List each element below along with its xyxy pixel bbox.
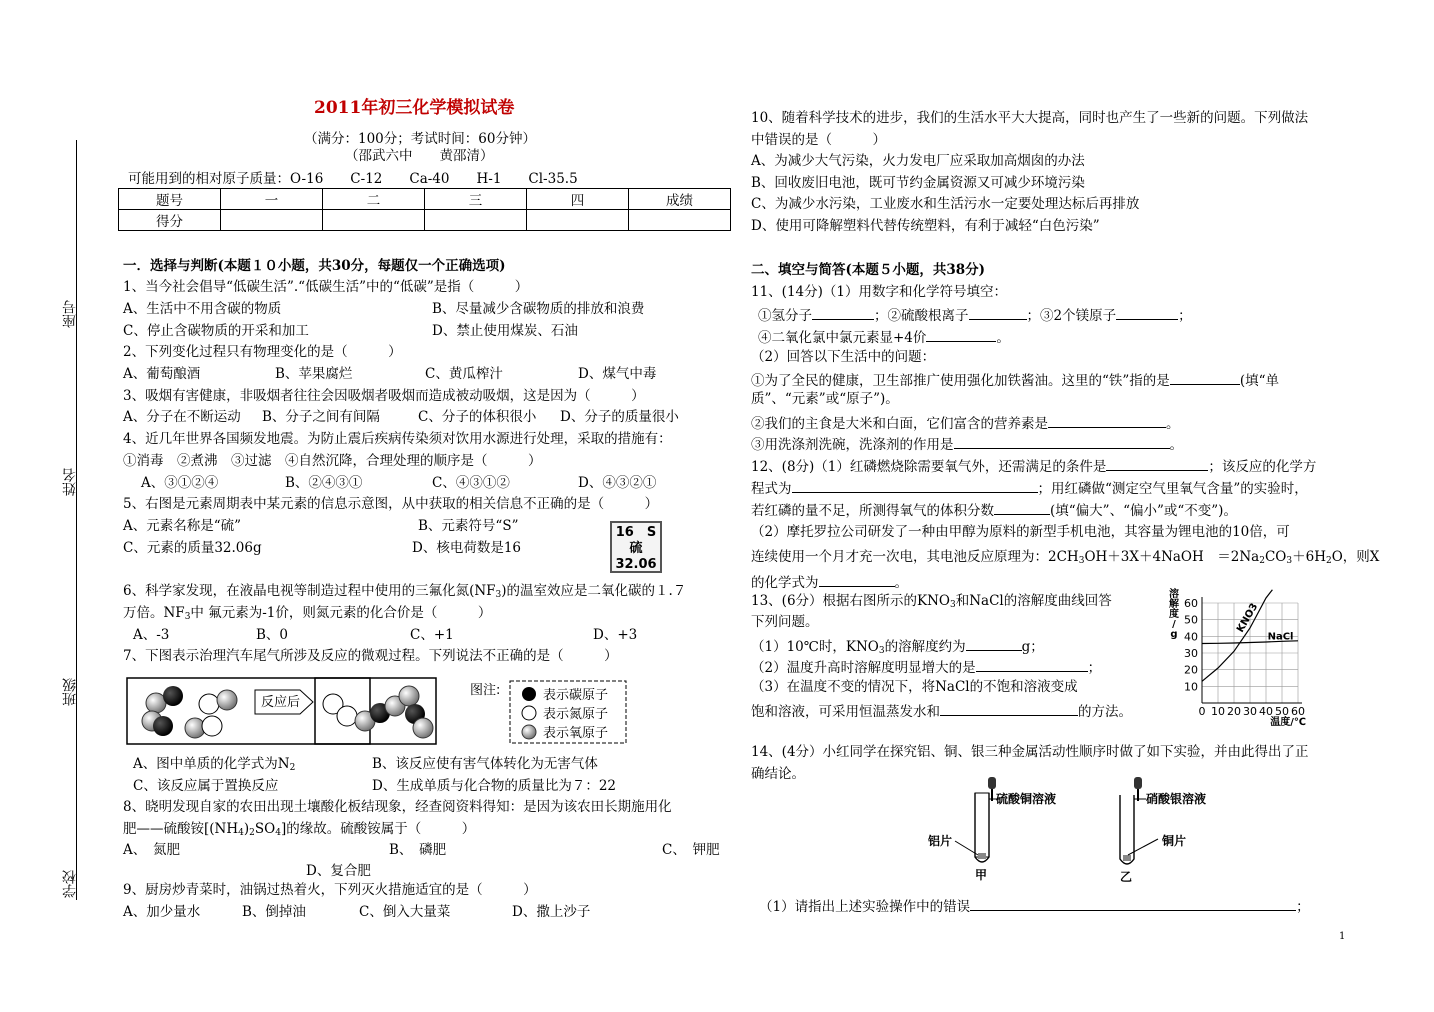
answer-blank[interactable]: [940, 703, 1078, 716]
y-axis-label-char: 溶: [1169, 589, 1179, 600]
q3-option-b: B、分子之间有间隔: [262, 409, 380, 425]
test-tube-diagram: [920, 775, 1207, 887]
q3-option-c: C、分子的体积很小: [418, 409, 537, 425]
q6-sub: 3: [495, 590, 502, 600]
q2-option-c: C、黄瓜榨汁: [425, 366, 503, 382]
tube1-metal: 铝片: [928, 834, 953, 848]
q2-option-a: A、葡萄酿酒: [123, 366, 201, 382]
q5-option-a: A、元素名称是“硫”: [123, 518, 242, 534]
q6-option-d: D、+3: [593, 627, 638, 643]
answer-blank[interactable]: [994, 502, 1050, 515]
q13-line-4: [751, 703, 1132, 720]
x-tick-label: 0: [1198, 705, 1206, 718]
q1-option-a: A、生活中不用含碳的物质: [123, 301, 282, 317]
x-tick-label: 20: [1227, 705, 1241, 718]
q6-text: 6、科学家发现，在液晶电视等制造过程中使用的三氟化氮(NF: [123, 583, 496, 599]
tube-jia: [928, 777, 1056, 882]
q8-option-c: C、 钾肥: [662, 842, 720, 858]
q1-option-d: D、禁止使用煤炭、石油: [432, 323, 578, 339]
q7-option-a: [133, 758, 295, 773]
q13-2-end: ；: [1087, 660, 1102, 676]
q8-stem: 8、晓明发现自家的农田出现土壤酸化板结现象，经查阅资料得知：是因为该农田长期施用化: [123, 799, 672, 815]
y-axis-label-char: 度: [1169, 609, 1179, 620]
x-tick-label: 40: [1259, 705, 1273, 718]
q10-option-b: B、回收废旧电池，既可节约金属资源又可减少环境污染: [751, 175, 1085, 191]
q3-option-d: D、分子的质量很小: [560, 409, 679, 425]
q13-sub: 3: [950, 600, 956, 610]
y-tick-label: 20: [1184, 663, 1198, 677]
q11-part-5-end: (填“单: [1239, 373, 1279, 389]
seat-label: 座号: [62, 300, 78, 328]
q12-line-2: [751, 480, 1308, 497]
q5-option-c: C、元素的质量32.06g: [123, 540, 262, 556]
q12-line-3: [751, 502, 1237, 519]
page-number: 1: [1339, 931, 1346, 942]
q11-part-2: ；②硫酸根离子: [874, 308, 969, 324]
q5-stem: 5、右图是元素周期表中某元素的信息示意图，从中获取的相关信息不正确的是（ ）: [123, 496, 659, 512]
q8b-sub3: 4: [275, 828, 281, 838]
tube1-name: 甲: [975, 868, 988, 882]
q7-stem: 7、下图表示治理汽车尾气所涉及反应的微观过程。下列说法不正确的是（ ）: [123, 648, 618, 664]
q8b-text: 肥——硫酸铵[(NH: [123, 821, 239, 837]
q11-part-4: ④二氧化氯中氯元素显+4价: [758, 330, 927, 346]
q6-option-c: C、+1: [410, 627, 454, 643]
y-axis-label-char: g: [1170, 629, 1178, 640]
q9-option-c: C、倒入大量菜: [359, 904, 451, 920]
q1-option-b: B、尽量减少含碳物质的排放和浪费: [432, 301, 645, 317]
y-tick-label: 50: [1184, 613, 1198, 627]
q8-option-b: B、 磷肥: [389, 842, 447, 858]
q13-line-3: （3）在温度不变的情况下，将NaCl的不饱和溶液变成: [751, 679, 1078, 695]
q10-stem: 10、随着科学技术的进步，我们的生活水平大大提高，同时也产生了一些新的问题。下列做法: [751, 110, 1309, 126]
q5-option-d: D、核电荷数是16: [412, 540, 522, 556]
q1-option-c: C、停止含碳物质的开采和加工: [123, 323, 309, 339]
series-label-kno3: KNO3: [1235, 601, 1261, 635]
class-label: 班级: [62, 678, 78, 706]
q4-option-d: D、④③②①: [578, 475, 657, 491]
x-tick-label: 10: [1211, 705, 1225, 718]
tube1-solution: 硫酸铜溶液: [996, 792, 1057, 806]
answer-blank[interactable]: [1106, 458, 1208, 471]
q12-eq-1: 连续使用一个月才充一次电，其电池反应原理为：2CH: [751, 549, 1079, 565]
q8b-mid2: SO: [254, 821, 276, 837]
q12-line-5: [751, 551, 1379, 566]
y-tick-label: 30: [1184, 647, 1198, 660]
q11-line-5: [751, 415, 1180, 432]
score-cell[interactable]: [527, 210, 629, 231]
q13-3b-text: 饱和溶液，可采用恒温蒸发水和: [751, 704, 940, 720]
q6-option-a: A、-3: [133, 627, 170, 643]
q8b-sub2: 2: [249, 828, 255, 838]
q4-stem: 4、近几年世界各国频发地震。为防止震后疾病传染须对饮用水源进行处理，采取的措施有：: [123, 431, 672, 447]
q12-eq-sub3: 3: [1286, 556, 1293, 566]
q8-option-a: A、 氮肥: [123, 842, 180, 858]
legend-nitrogen: 表示氮原子: [543, 707, 609, 722]
q12-eq-sub4: 2: [1325, 556, 1332, 566]
y-tick-label: 40: [1184, 630, 1198, 644]
answer-blank[interactable]: [969, 307, 1027, 320]
answer-blank[interactable]: [976, 659, 1088, 672]
q6b-text: 万倍。NF: [123, 605, 185, 621]
series-label-nacl: NaCl: [1267, 631, 1294, 643]
q12-eq-4: ＋6H: [1292, 549, 1326, 565]
q12-eq-5: O，则X: [1331, 549, 1380, 565]
atomic-mass-line: 可能用到的相对原子质量：O-16 C-12 Ca-40 H-1 Cl-35.5: [128, 171, 578, 187]
q6-option-b: B、0: [256, 627, 289, 643]
exam-author: （邵武六中 黄邵清）: [345, 148, 494, 164]
q10-option-a: A、为减少大气污染，火力发电厂应采取加高烟囱的办法: [751, 153, 1085, 169]
q11-line-1: [758, 307, 1192, 324]
score-cell[interactable]: [323, 210, 425, 231]
element-name: 硫: [629, 541, 643, 556]
q6b-sub: 3: [184, 612, 191, 622]
q4-steps: ①消毒 ②煮沸 ③过滤 ④自然沉降，合理处理的顺序是（ ）: [123, 453, 542, 469]
score-cell[interactable]: [221, 210, 323, 231]
q11-line-6: [751, 436, 1183, 453]
q12-part-1: 12、(8分)（1）红磷燃烧除需要氧气外，还需满足的条件是: [751, 459, 1107, 475]
q2-option-d: D、煤气中毒: [578, 366, 657, 382]
q11-stem: 11、(14分)（1）用数字和化学符号填空：: [751, 284, 1007, 300]
legend-carbon: 表示碳原子: [543, 688, 609, 703]
q9-option-b: B、倒掉油: [242, 904, 306, 920]
margin-line: [76, 140, 77, 900]
x-tick-label: 30: [1243, 705, 1257, 718]
answer-blank[interactable]: [1048, 415, 1166, 428]
y-axis-label-char: /: [1172, 619, 1176, 630]
solubility-chart: [1160, 585, 1340, 733]
score-row-label: 得分: [119, 210, 221, 231]
q13-1-end: g；: [1021, 639, 1044, 655]
q6-text-2: )的温室效应是二氧化碳的１.７: [501, 583, 687, 599]
q11-line-4: 质”、“元素”或“原子”)。: [751, 391, 899, 407]
q11-part-6: ②我们的主食是大米和白面，它们富含的营养素是: [751, 416, 1048, 432]
q12-part-1-end: ；该反应的化学方: [1208, 459, 1317, 475]
q11-part-4-end: 。: [996, 330, 1010, 346]
score-header-cell: 成绩: [629, 189, 731, 210]
q14-stem-2: 确结论。: [751, 766, 805, 782]
q6b-text-2: 中 氟元素为-1价，则氮元素的化合价是（ ）: [190, 605, 492, 621]
series-line-kno3: [1202, 590, 1272, 682]
q11-part-3-end: ；: [1178, 308, 1192, 324]
q11-part-6-end: 。: [1166, 416, 1180, 432]
section-2-heading: 二、填空与简答(本题５小题，共38分): [751, 262, 986, 278]
q14-1-text: （1）请指出上述实验操作中的错误: [759, 899, 971, 915]
q7-option-d: D、生成单质与化合物的质量比为７：22: [372, 778, 617, 794]
q13-1-sub: 3: [878, 646, 885, 656]
q12-part-6: 的化学式为: [751, 575, 819, 591]
q10-option-d: D、使用可降解塑料代替传统塑料，有利于减轻“白色污染”: [751, 218, 1100, 234]
q12-eq-2: OH＋3X＋4NaOH ＝2Na: [1084, 549, 1260, 565]
q9-stem: 9、厨房炒青菜时，油锅过热着火，下列灭火措施适宜的是（ ）: [123, 882, 537, 898]
answer-blank[interactable]: [954, 436, 1170, 449]
q2-option-b: B、苹果腐烂: [275, 366, 353, 382]
y-tick-label: 60: [1184, 597, 1198, 610]
q13-line-1: [751, 638, 1044, 656]
reaction-diagram: [125, 676, 630, 746]
q11-part-7-end: 。: [1169, 437, 1183, 453]
q12-part-3: 若红磷的量不足，所测得氧气的体积分数: [751, 503, 994, 519]
q7a-sub: 2: [289, 763, 296, 773]
score-header-cell: 二: [323, 189, 425, 210]
tube2-solution: 硝酸银溶液: [1146, 792, 1207, 806]
q2-stem: 2、下列变化过程只有物理变化的是（ ）: [123, 344, 402, 360]
q8-stem-2: [123, 823, 475, 838]
element-number-symbol: 16 S: [615, 525, 657, 540]
q6-stem: [123, 585, 686, 600]
reactant-molecules: [142, 686, 237, 738]
q12-line-4: （2）摩托罗拉公司研发了一种由甲醇为原料的新型手机电池，其容量为锂电池的10倍，可: [751, 524, 1290, 540]
arrow-label: 反应后: [261, 695, 301, 710]
q10-stem-2: 中错误的是（ ）: [751, 132, 886, 148]
q12-part-6-end: 。: [894, 575, 908, 591]
q12-part-3-end: (填“偏大”、“偏小”或“不变”)。: [1050, 503, 1237, 519]
q14-line-1: [759, 898, 1310, 915]
q11-part-7: ③用洗涤剂洗碗，洗涤剂的作用是: [751, 437, 954, 453]
q12-eq-sub1: 3: [1078, 556, 1085, 566]
q8b-mid: ): [243, 821, 250, 837]
q4-option-b: B、②④③①: [285, 475, 363, 491]
answer-blank[interactable]: [970, 898, 1296, 911]
q11-line-3: [751, 372, 1279, 389]
q11-part-5: ①为了全民的健康，卫生部推广使用强化加铁酱油。这里的“铁”指的是: [751, 373, 1170, 389]
answer-blank[interactable]: [926, 329, 996, 342]
q13-text: 13、(6分）根据右图所示的KNO: [751, 593, 950, 609]
tube2-name: 乙: [1120, 870, 1133, 884]
q13-2-text: （2）温度升高时溶解度明显增大的是: [751, 660, 976, 676]
q13-1-text-2: 的溶解度约为: [884, 639, 966, 655]
q8b-text-2: ]的缘故。硫酸铵属于（ ）: [280, 821, 476, 837]
q6-stem-2: [123, 607, 491, 622]
section-1-heading: 一．选择与判断(本题１０小题，共30分，每题仅一个正确选项): [123, 258, 506, 274]
q13-1-text: （1）10℃时，KNO: [751, 639, 879, 655]
x-axis-label: 温度/℃: [1270, 717, 1306, 728]
q11-line-2: [758, 329, 1010, 346]
q5-option-b: B、元素符号“S”: [418, 518, 519, 534]
q4-option-c: C、④③①②: [432, 475, 510, 491]
answer-blank[interactable]: [792, 480, 1038, 493]
score-header-cell: 三: [425, 189, 527, 210]
score-cell[interactable]: [425, 210, 527, 231]
q13-line-2: [751, 659, 1101, 676]
q13-text-2: 和NaCl的溶解度曲线回答: [955, 593, 1112, 609]
q8b-sub1: 4: [238, 828, 244, 838]
q13-stem-2: 下列问题。: [751, 614, 819, 630]
q14-stem: 14、(4分）小红同学在探究铝、铜、银三种金属活动性顺序时做了如下实验，并由此得出了正: [751, 744, 1309, 760]
q12-part-2: 程式为: [751, 481, 792, 497]
tube2-metal: 铜片: [1162, 834, 1187, 848]
answer-blank[interactable]: [812, 307, 874, 320]
q12-line-6: [751, 574, 908, 591]
y-tick-label: 10: [1184, 680, 1198, 694]
answer-blank[interactable]: [966, 638, 1022, 651]
y-axis-label-char: 解: [1169, 599, 1179, 610]
q4-option-a: A、③①②④: [141, 475, 219, 491]
q3-stem: 3、吸烟有害健康，非吸烟者往往会因吸烟者吸烟而造成被动吸烟，这是因为（ ）: [123, 388, 645, 404]
q12-eq-3: CO: [1264, 549, 1287, 565]
q9-option-a: A、加少量水: [123, 904, 201, 920]
x-tick-label: 60: [1291, 705, 1305, 718]
name-label: 姓名: [62, 468, 78, 496]
score-header-cell: 四: [527, 189, 629, 210]
product-molecules: [323, 686, 433, 738]
answer-blank[interactable]: [1170, 372, 1240, 385]
q9-option-d: D、撒上沙子: [512, 904, 591, 920]
q10-option-c: C、为减少水污染，工业废水和生活污水一定要处理达标后再排放: [751, 196, 1140, 212]
q12-part-2-end: ；用红磷做“测定空气里氧气含量”的实验时，: [1037, 481, 1308, 497]
element-cell: [610, 521, 662, 573]
q12-eq-sub2: 2: [1259, 556, 1265, 566]
q7a-text: A、图中单质的化学式为N: [133, 756, 290, 772]
exam-meta: （满分：100分；考试时间：60分钟）: [304, 131, 536, 147]
q11-part2-stem: （2）回答以下生活中的问题：: [751, 349, 936, 365]
q13-stem: [751, 595, 1112, 610]
score-cell[interactable]: [629, 210, 731, 231]
q14-1-end: ；: [1296, 899, 1310, 915]
element-mass: 32.06: [615, 557, 657, 572]
answer-blank[interactable]: [1116, 307, 1178, 320]
q1-stem: 1、当今社会倡导“低碳生活”.“低碳生活”中的“低碳”是指（ ）: [123, 279, 529, 295]
q8-option-d: D、复合肥: [306, 863, 371, 879]
q12-line-1: [751, 458, 1316, 475]
score-table: [118, 188, 731, 231]
q11-part-1: ①氢分子: [758, 308, 812, 324]
legend-title: 图注:: [470, 683, 501, 698]
q11-part-3: ；③2个镁原子: [1026, 308, 1117, 324]
legend-oxygen: 表示氧原子: [543, 726, 609, 741]
q13-3b-end: 的方法。: [1078, 704, 1132, 720]
page-title: 2011年初三化学模拟试卷: [314, 98, 515, 118]
score-header-cell: 题号: [119, 189, 221, 210]
score-header-cell: 一: [221, 189, 323, 210]
q7-option-b: B、该反应使有害气体转化为无害气体: [372, 756, 598, 772]
tube-yi: [1120, 777, 1206, 884]
q3-option-a: A、分子在不断运动: [123, 409, 241, 425]
school-label: 学校: [62, 870, 78, 898]
answer-blank[interactable]: [819, 574, 895, 587]
q7-option-c: C、该反应属于置换反应: [133, 778, 279, 794]
x-tick-label: 50: [1275, 705, 1289, 718]
